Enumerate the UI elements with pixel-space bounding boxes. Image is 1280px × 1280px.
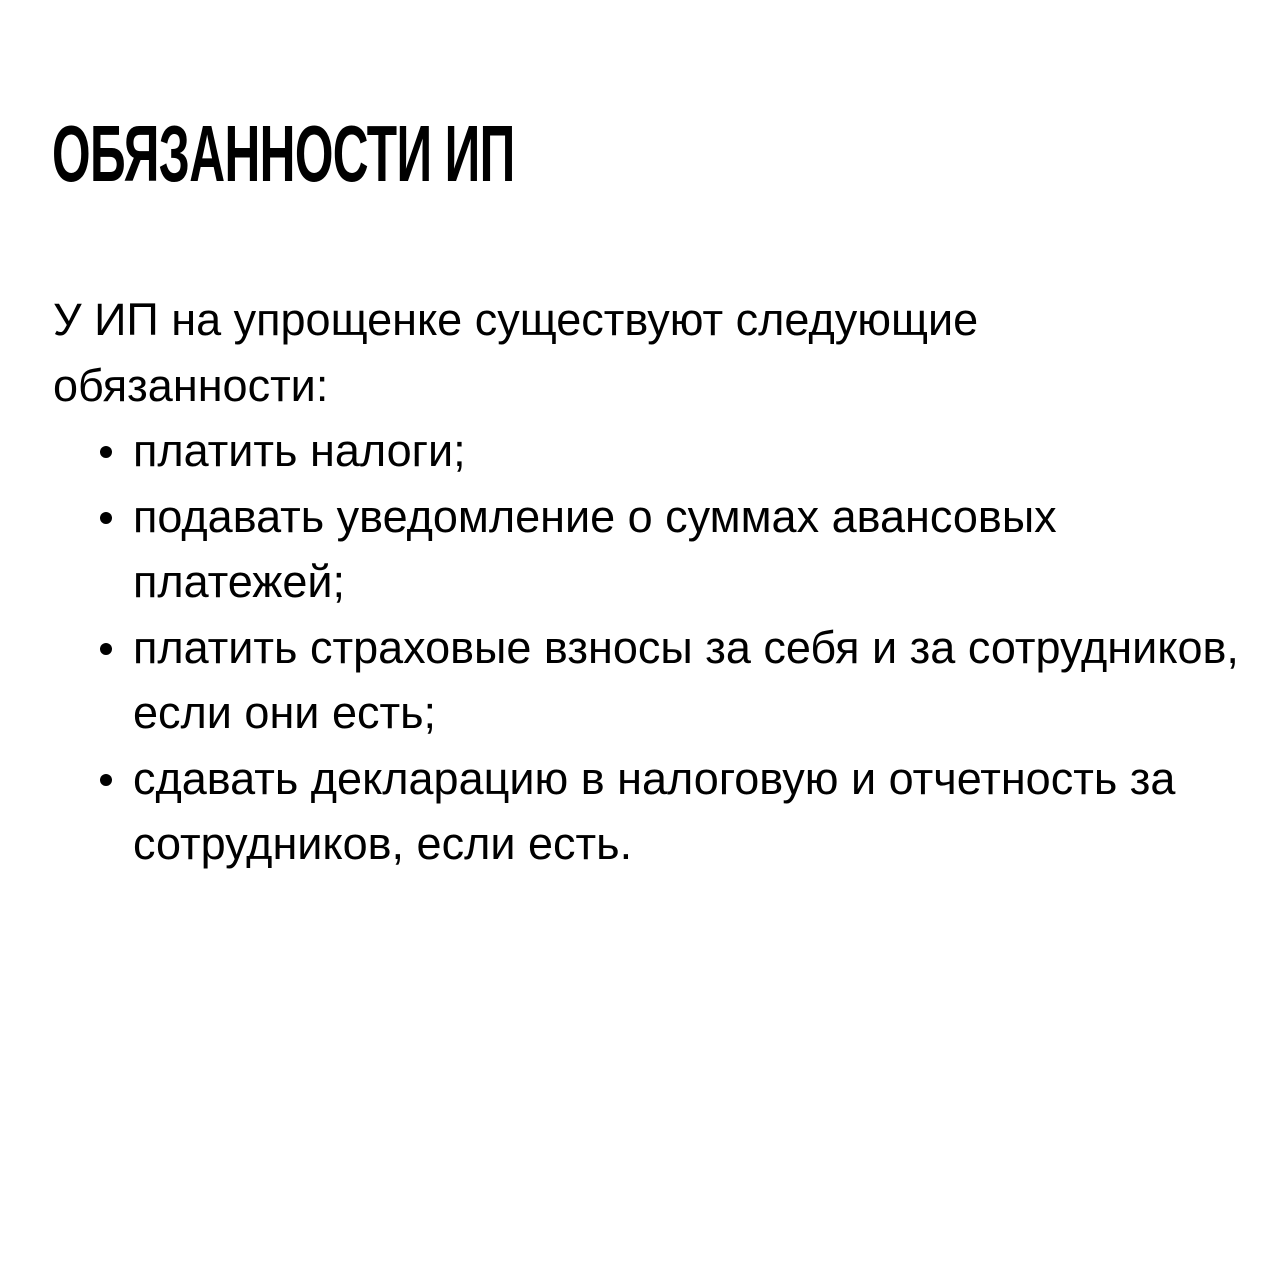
page-title: ОБЯЗАННОСТИ ИП (52, 109, 515, 198)
list-item: сдавать декларацию в налоговую и отчетность за сотрудников, если есть. (133, 746, 1253, 877)
list-item: платить налоги; (133, 418, 1253, 484)
intro-paragraph: У ИП на упрощенке существуют следующие обязанности: (53, 294, 979, 411)
list-item: платить страховые взносы за себя и за сотрудников, если они есть; (133, 615, 1253, 746)
content-block (53, 287, 1253, 877)
list-item: подавать уведомление о суммах авансовых платежей; (133, 484, 1253, 615)
duties-list (53, 418, 1253, 877)
